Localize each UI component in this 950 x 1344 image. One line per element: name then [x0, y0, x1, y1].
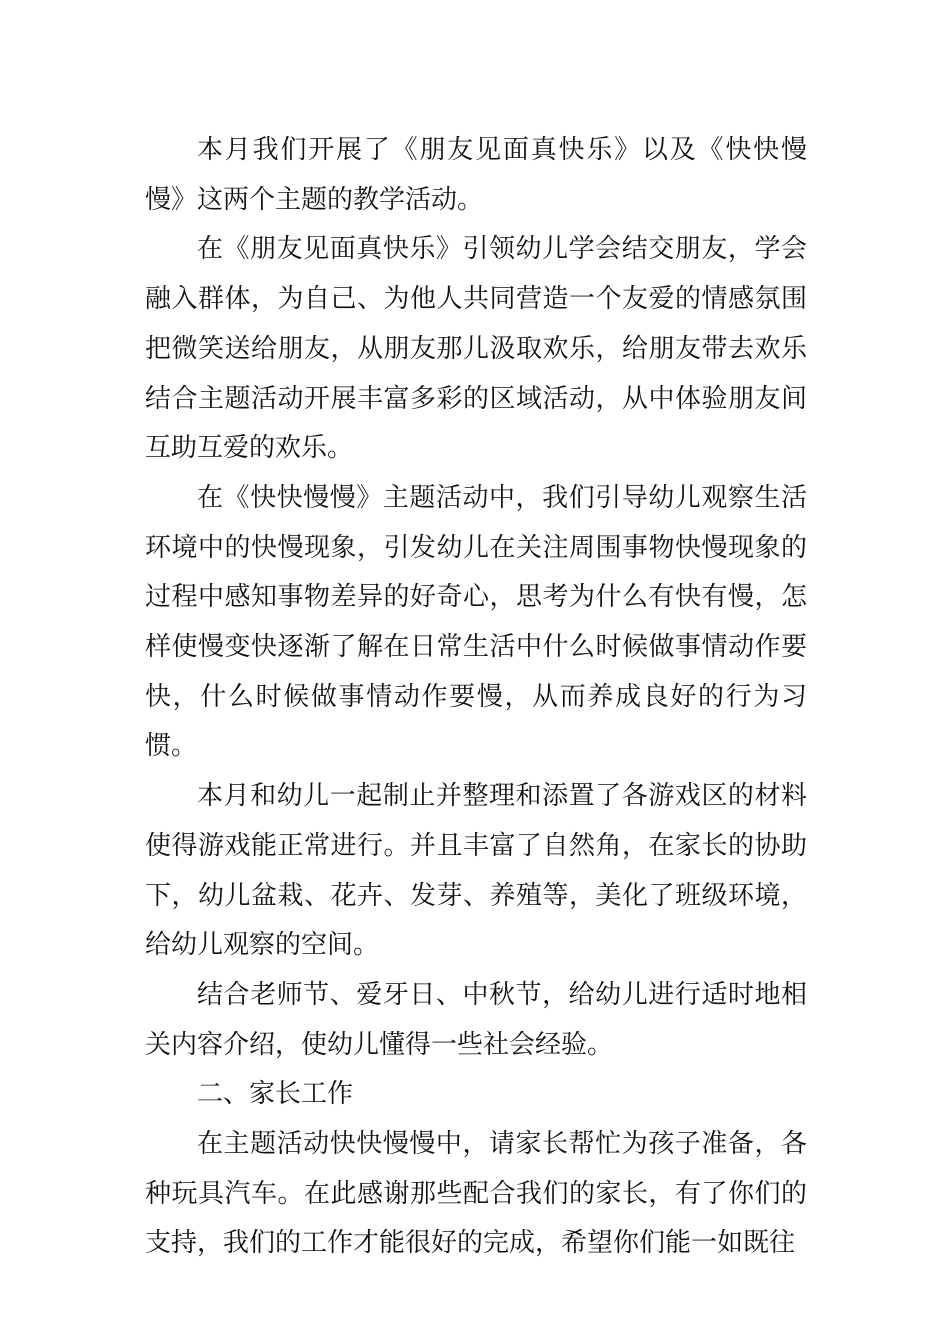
- paragraph-holidays: 结合老师节、爱牙日、中秋节，给幼儿进行适时地相关内容介绍，使幼儿懂得一些社会经验。: [145, 979, 807, 1060]
- document-body: [145, 126, 807, 1269]
- paragraph-fast-slow-theme: 在《快快慢慢》主题活动中，我们引导幼儿观察生活环境中的快慢现象，引发幼儿在关注周围事物快慢现象的过程中感知事物差异的好奇心，思考为什么有快有慢，怎样使慢变快逐渐了解在日常生活中什么时候做事情动作要快，什么时候做事情动作要慢，从而养成良好的行为习惯。: [145, 482, 807, 762]
- paragraph-friends-theme: 在《朋友见面真快乐》引领幼儿学会结交朋友，学会融入群体，为自己、为他人共同营造一个友爱的情感氛围把微笑送给朋友，从朋友那儿汲取欢乐，给朋友带去欢乐结合主题活动开展丰富多彩的区域活动，从中体验朋友间互助互爱的欢乐。: [145, 234, 807, 464]
- paragraph-play-areas: 本月和幼儿一起制止并整理和添置了各游戏区的材料使得游戏能正常进行。并且丰富了自然角，在家长的协助下，幼儿盆栽、花卉、发芽、养殖等，美化了班级环境，给幼儿观察的空间。: [145, 781, 807, 961]
- paragraph-theme-intro: 本月我们开展了《朋友见面真快乐》以及《快快慢慢》这两个主题的教学活动。: [145, 135, 807, 215]
- section-heading-parent-work: 二、家长工作: [197, 1079, 354, 1110]
- paragraph-parent-thanks: 在主题活动快快慢慢中，请家长帮忙为孩子准备，各种玩具汽车。在此感谢那些配合我们的家长，有了你们的支持，我们的工作才能很好的完成，希望你们能一如既往: [145, 1129, 807, 1259]
